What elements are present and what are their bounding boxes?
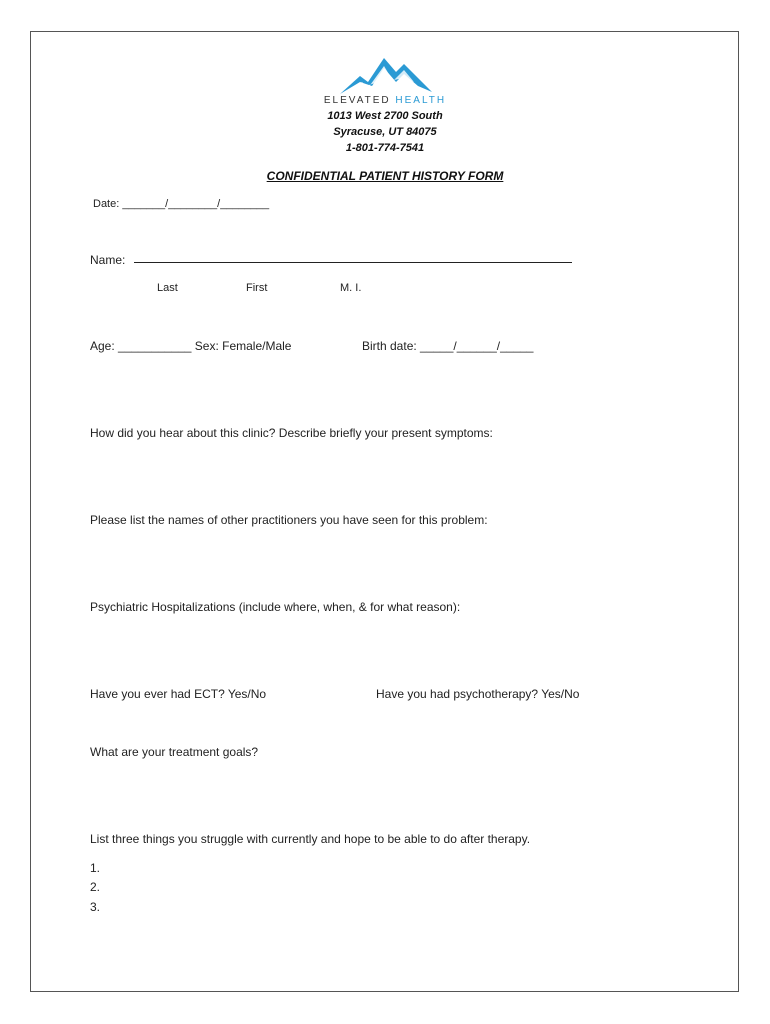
- name-last-label: Last: [157, 282, 178, 294]
- question-psychotherapy[interactable]: Have you had psychotherapy? Yes/No: [376, 687, 580, 701]
- list-item: 1.: [90, 861, 101, 875]
- phone-number: 1-801-774-7541: [345, 142, 425, 154]
- date-field[interactable]: Date: _______/________/________: [93, 198, 270, 210]
- question-practitioners: Please list the names of other practitioners you have seen for this problem:: [90, 513, 488, 527]
- address-line-1: 1013 West 2700 South: [327, 110, 443, 122]
- name-first-label: First: [246, 282, 268, 294]
- question-treatment-goals: What are your treatment goals?: [90, 745, 259, 759]
- name-field-line[interactable]: [134, 262, 572, 263]
- brand-name-right: HEALTH: [395, 95, 447, 106]
- form-title: CONFIDENTIAL PATIENT HISTORY FORM: [266, 169, 504, 183]
- brand-name-left: ELEVATED: [323, 95, 391, 106]
- age-sex-field[interactable]: Age: ___________ Sex: Female/Male: [90, 339, 292, 353]
- list-item: 3.: [90, 900, 101, 914]
- birth-date-field[interactable]: Birth date: _____/______/_____: [362, 339, 534, 353]
- name-mi-label: M. I.: [340, 282, 362, 294]
- question-psychiatric-hospitalizations: Psychiatric Hospitalizations (include where, when, & for what reason):: [90, 600, 461, 614]
- question-struggles: List three things you struggle with currently and hope to be able to do after therapy.: [90, 832, 531, 846]
- name-label: Name:: [90, 253, 126, 267]
- address-line-2: Syracuse, UT 84075: [333, 126, 437, 138]
- question-hear-symptoms: How did you hear about this clinic? Describe briefly your present symptoms:: [90, 426, 493, 440]
- question-ect[interactable]: Have you ever had ECT? Yes/No: [90, 687, 267, 701]
- brand-name: [300, 95, 470, 106]
- list-item: 2.: [90, 880, 101, 894]
